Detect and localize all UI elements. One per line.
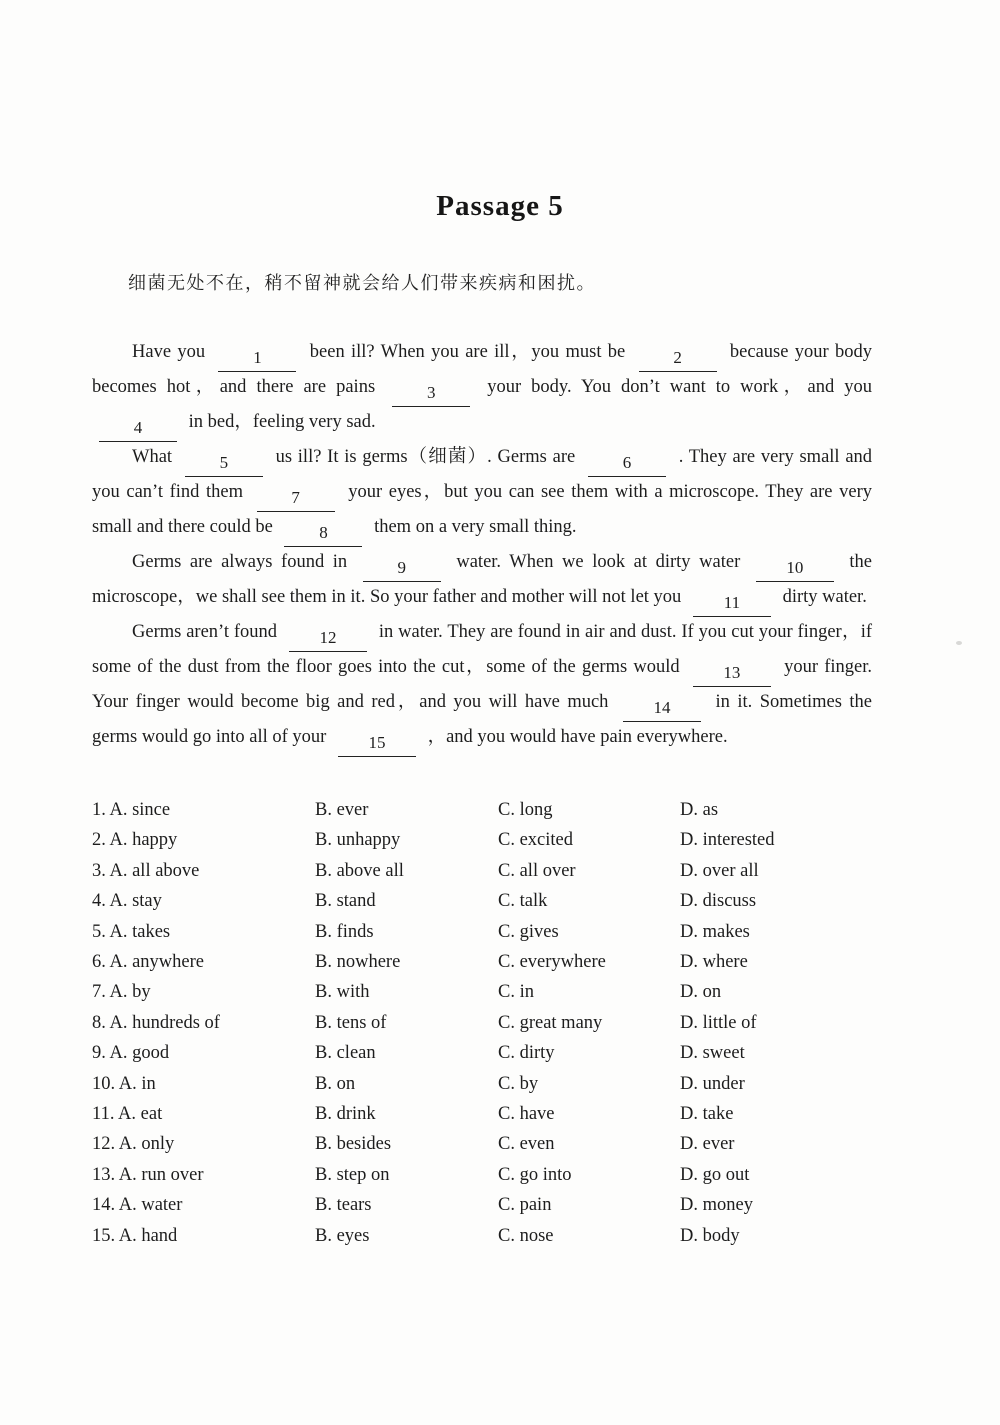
option-cell: 5. A. takes (92, 921, 171, 942)
option-cell: 11. A. eat (92, 1104, 163, 1125)
option-cell: 2. A. happy (92, 830, 178, 851)
option-cell: D. ever (680, 1134, 735, 1155)
question-row (92, 1190, 892, 1220)
option-cell: 4. A. stay (92, 891, 162, 912)
option-cell: C. nose (498, 1225, 554, 1246)
option-cell: 12. A. only (92, 1134, 175, 1155)
cloze-blank-4: 4 (99, 414, 177, 442)
cloze-blank-7: 7 (257, 484, 335, 512)
option-cell: D. where (680, 952, 748, 973)
question-row (92, 886, 892, 916)
options-list (92, 795, 892, 1251)
cloze-blank-5: 5 (185, 449, 263, 477)
option-cell: B. clean (315, 1043, 376, 1064)
option-cell: C. by (498, 1073, 539, 1094)
option-cell: C. go into (498, 1164, 572, 1185)
cloze-blank-2: 2 (639, 344, 717, 372)
question-row (92, 825, 892, 855)
option-cell: D. under (680, 1073, 745, 1094)
option-cell: B. stand (315, 891, 376, 912)
option-cell: C. dirty (498, 1043, 555, 1064)
cloze-blank-15: 15 (338, 729, 416, 757)
option-cell: 15. A. hand (92, 1225, 178, 1246)
option-cell: 9. A. good (92, 1043, 170, 1064)
cloze-blank-14: 14 (623, 694, 701, 722)
option-cell: 7. A. by (92, 982, 151, 1003)
option-cell: 6. A. anywhere (92, 952, 204, 973)
cloze-blank-13: 13 (693, 659, 771, 687)
option-cell: D. discuss (680, 891, 757, 912)
question-row (92, 1099, 892, 1129)
cloze-blank-1: 1 (218, 344, 296, 372)
option-cell: D. sweet (680, 1043, 745, 1064)
option-cell: C. gives (498, 921, 559, 942)
option-cell: B. with (315, 982, 370, 1003)
passage-paragraph: What 5 us ill? It is germs（细菌）. Germs are 6 . They are very small and you can’t find them 7 your eyes，but you can see them with a microscope. They are very small and there could be 8 them on a very small thing. (92, 442, 872, 547)
option-cell: B. ever (315, 800, 369, 820)
passage-paragraph: Have you 1 been ill? When you are ill，you must be 2 because your body becomes hot，and there are pains 3 your body. You don’t want to work，and you 4 in bed，feeling very sad. (92, 337, 872, 442)
question-row (92, 917, 892, 947)
question-row (92, 1129, 892, 1159)
option-cell: D. makes (680, 921, 750, 942)
option-cell: B. tens of (315, 1012, 387, 1033)
option-cell: D. over all (680, 860, 759, 881)
option-cell: D. money (680, 1195, 753, 1216)
cloze-blank-12: 12 (289, 624, 367, 652)
option-cell: 14. A. water (92, 1195, 183, 1216)
option-cell: B. unhappy (315, 830, 401, 851)
cloze-blank-8: 8 (284, 519, 362, 547)
cloze-blank-9: 9 (363, 554, 441, 582)
option-cell: 1. A. since (92, 800, 171, 820)
option-cell: C. long (498, 800, 553, 820)
option-cell: C. all over (498, 860, 576, 881)
question-row (92, 947, 892, 977)
option-cell: C. have (498, 1104, 555, 1125)
passage-title: Passage 5 (436, 190, 564, 222)
option-cell: B. nowhere (315, 952, 401, 973)
passage-intro-cn: 细菌无处不在，稍不留神就会给人们带来疾病和困扰。 (128, 273, 596, 293)
option-cell: B. eyes (315, 1225, 370, 1246)
option-cell: D. as (680, 800, 719, 820)
question-row (92, 1008, 892, 1038)
cloze-blank-10: 10 (756, 554, 834, 582)
option-cell: 3. A. all above (92, 860, 200, 881)
option-cell: C. everywhere (498, 952, 606, 973)
cloze-blank-6: 6 (588, 449, 666, 477)
option-cell: D. body (680, 1225, 740, 1246)
question-row (92, 1160, 892, 1190)
option-cell: B. on (315, 1073, 356, 1094)
option-cell: B. besides (315, 1134, 392, 1155)
option-cell: C. pain (498, 1195, 552, 1216)
option-cell: D. on (680, 982, 722, 1003)
question-row (92, 856, 892, 886)
option-cell: 10. A. in (92, 1073, 156, 1094)
passage-paragraph: Germs are always found in 9 water. When we look at dirty water 10 the microscope，we shall see them in it. So your father and mother will not let you 11 dirty water. (92, 547, 872, 617)
option-cell: B. above all (315, 860, 404, 881)
option-cell: C. in (498, 982, 534, 1003)
question-row (92, 1038, 892, 1068)
passage-paragraph: Germs aren’t found 12 in water. They are found in air and dust. If you cut your finger，if some of the dust from the floor goes into the cut，some of the germs would 13 your finger. Your finger would become big and red，and you will have much 14 in it. Sometimes the germs would go into all of your 15 ，and you would have pain everywhere. (92, 617, 872, 757)
option-cell: C. excited (498, 830, 574, 851)
cloze-blank-11: 11 (693, 589, 771, 617)
option-cell: B. tears (315, 1195, 372, 1216)
question-row (92, 1221, 892, 1251)
question-row (92, 1069, 892, 1099)
question-row (92, 977, 892, 1007)
passage-body (92, 337, 872, 757)
option-cell: D. little of (680, 1012, 757, 1033)
option-cell: C. talk (498, 891, 548, 912)
option-cell: 13. A. run over (92, 1164, 204, 1185)
option-cell: 8. A. hundreds of (92, 1012, 220, 1033)
option-cell: B. finds (315, 921, 374, 942)
scan-artifact (956, 641, 962, 645)
option-cell: C. great many (498, 1012, 603, 1033)
cloze-blank-3: 3 (392, 379, 470, 407)
option-cell: B. step on (315, 1164, 390, 1185)
option-cell: D. take (680, 1104, 734, 1125)
option-cell: C. even (498, 1134, 555, 1155)
question-row (92, 795, 892, 825)
option-cell: D. go out (680, 1164, 750, 1185)
option-cell: D. interested (680, 830, 775, 851)
option-cell: B. drink (315, 1104, 376, 1125)
